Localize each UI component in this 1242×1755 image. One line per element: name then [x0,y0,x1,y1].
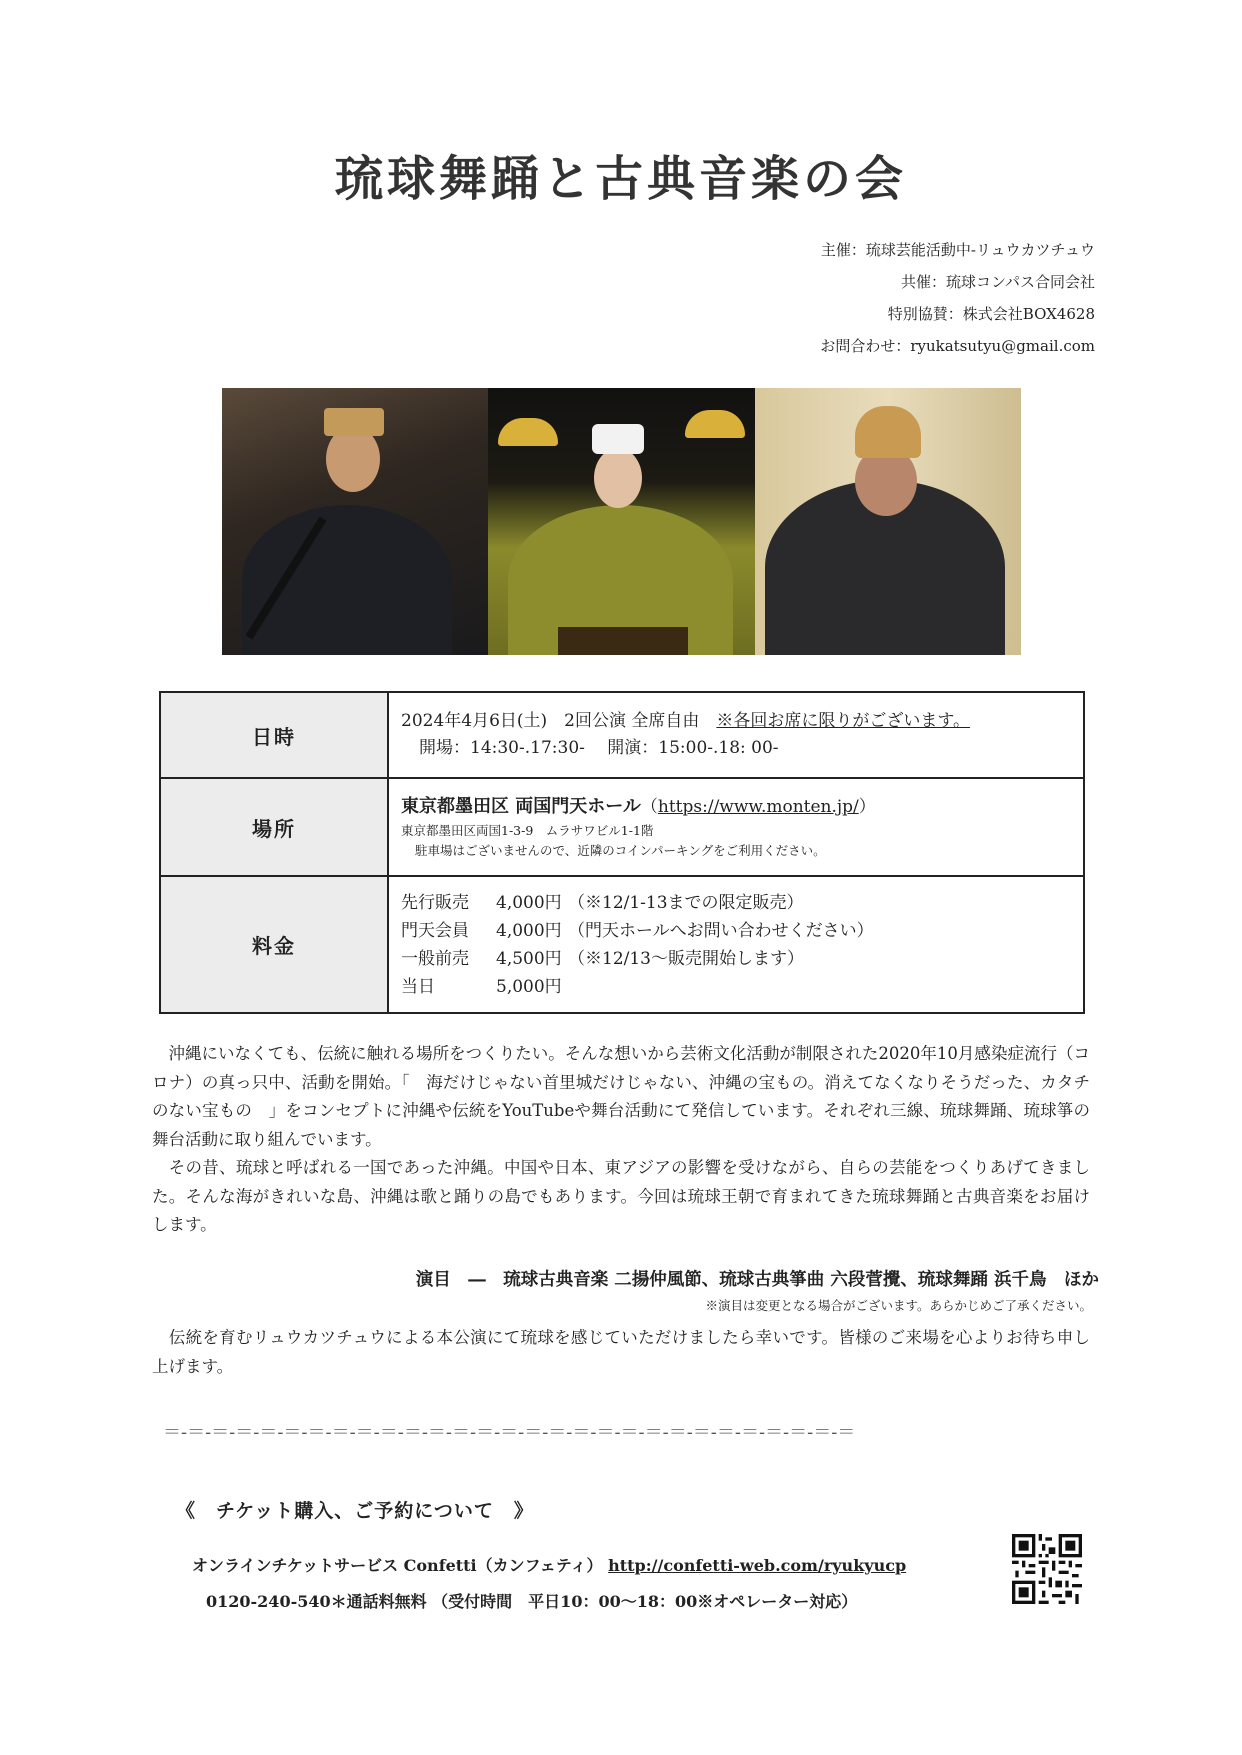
organizer-text: 主催：琉球芸能活動中-リュウカツチュウ [820,241,1095,259]
contact-text: お問合わせ：ryukatsutyu@gmail.com [820,337,1095,355]
qr-code-icon [1012,1534,1082,1604]
separator-line: ＝-＝-＝-＝-＝-＝-＝-＝-＝-＝-＝-＝-＝-＝-＝-＝-＝-＝-＝-＝-＝-＝-＝-＝-＝-＝-＝-＝-＝ [163,1422,856,1443]
price-note: （門天ホールへお問い合わせください） [568,920,874,941]
venue-url-link[interactable]: https://www.monten.jp/ [657,797,859,817]
price-kind: 当日 [401,976,435,997]
intro-paragraph [152,1040,1090,1240]
price-amount: 5,000円 [496,976,562,997]
intro-paragraph-1: 沖縄にいなくても、伝統に触れる場所をつくりたい。そんな想いから芸術文化活動が制限された2020年10月感染症流行（コロナ）の真っ只中、活動を開始。「 海だけじゃない首里城だけじゃない、沖縄の宝もの。消えてなくなりそうだった、カタチのない宝もの 」をコンセプトに沖縄や伝統をYouTubeや舞台活動にて発信しています。それぞれ三線、琉球舞踊、琉球箏の舞台活動に取り組んでいます。 [152,1044,1090,1149]
price-row [401,917,1071,945]
ticket-heading: 《 チケット購入、ご予約について 》 [176,1500,534,1522]
venue-address: 東京都墨田区両国1-3-9 ムラサワビル1-1階 [401,823,654,838]
price-amount: 4,500円 [496,948,562,969]
price-note: （※12/13〜販売開始します） [568,948,804,969]
venue-url-close: ） [858,797,876,817]
datetime-label: 日時 [160,692,388,778]
performer-photos [222,388,1021,655]
price-kind: 先行販売 [401,892,469,913]
credits-block [820,234,1095,362]
online-ticket-line [192,1553,906,1576]
closing-paragraph: 伝統を育むリュウカツチュウによる本公演にて琉球を感じていただけましたら幸いです。皆様のご来場を心よりお待ち申し上げます。 [152,1328,1090,1376]
photo-sanshin-player [222,388,488,655]
venue-parking: 駐車場はございませんので、近隣のコインパーキングをご利用ください。 [415,843,826,858]
sponsor-text: 特別協賛：株式会社BOX4628 [887,305,1095,323]
price-row [401,889,1071,917]
co-organizer-text: 共催：琉球コンパス合同会社 [901,273,1095,291]
venue-url-open: （ [640,797,658,817]
event-info-table [159,691,1085,1014]
venue-label: 場所 [160,778,388,876]
price-label: 料金 [160,876,388,1013]
program-note: ※演目は変更となる場合がございます。あらかじめご了承ください。 [705,1298,1092,1313]
program-line: 演目 ― 琉球古典音楽 二揚仲風節、琉球古典箏曲 六段菅攪、琉球舞踊 浜千鳥 ほか [415,1270,1099,1290]
confetti-link[interactable]: http://confetti-web.com/ryukyucp [608,1556,907,1575]
datetime-cell [388,692,1084,778]
price-cell [388,876,1084,1013]
price-kind: 一般前売 [401,948,469,969]
venue-name: 東京都墨田区 両国門天ホール [401,796,641,817]
price-row [401,945,1071,973]
datetime-times: 開場：14:30-.17:30- 開演：15:00-.18: 00- [419,738,779,758]
price-kind: 門天会員 [401,920,469,941]
venue-cell [388,778,1084,876]
photo-dancer [488,388,754,655]
price-amount: 4,000円 [496,892,562,913]
online-label: オンラインチケットサービス Confetti（カンフェティ） [192,1556,603,1575]
page-title: 琉球舞踊と古典音楽の会 [334,151,907,207]
price-note: （※12/1-13までの限定販売） [568,892,804,913]
seat-notice: ※各回お席に限りがございます。 [716,711,971,731]
datetime-date: 2024年4月6日(土) 2回公演 全席自由 [401,711,717,731]
price-amount: 4,000円 [496,920,562,941]
phone-line: 0120-240-540＊通話料無料 （受付時間 平日10：00〜18：00※オペレーター対応） [206,1592,858,1611]
intro-paragraph-2: その昔、琉球と呼ばれる一国であった沖縄。中国や日本、東アジアの影響を受けながら、自らの芸能をつくりあげてきました。そんな海がきれいな島、沖縄は歌と踊りの島でもあります。今回は琉球王朝で育まれてきた琉球舞踊と古典音楽をお届けします。 [152,1158,1090,1234]
price-row [401,973,1071,1001]
photo-koto-player [755,388,1021,655]
